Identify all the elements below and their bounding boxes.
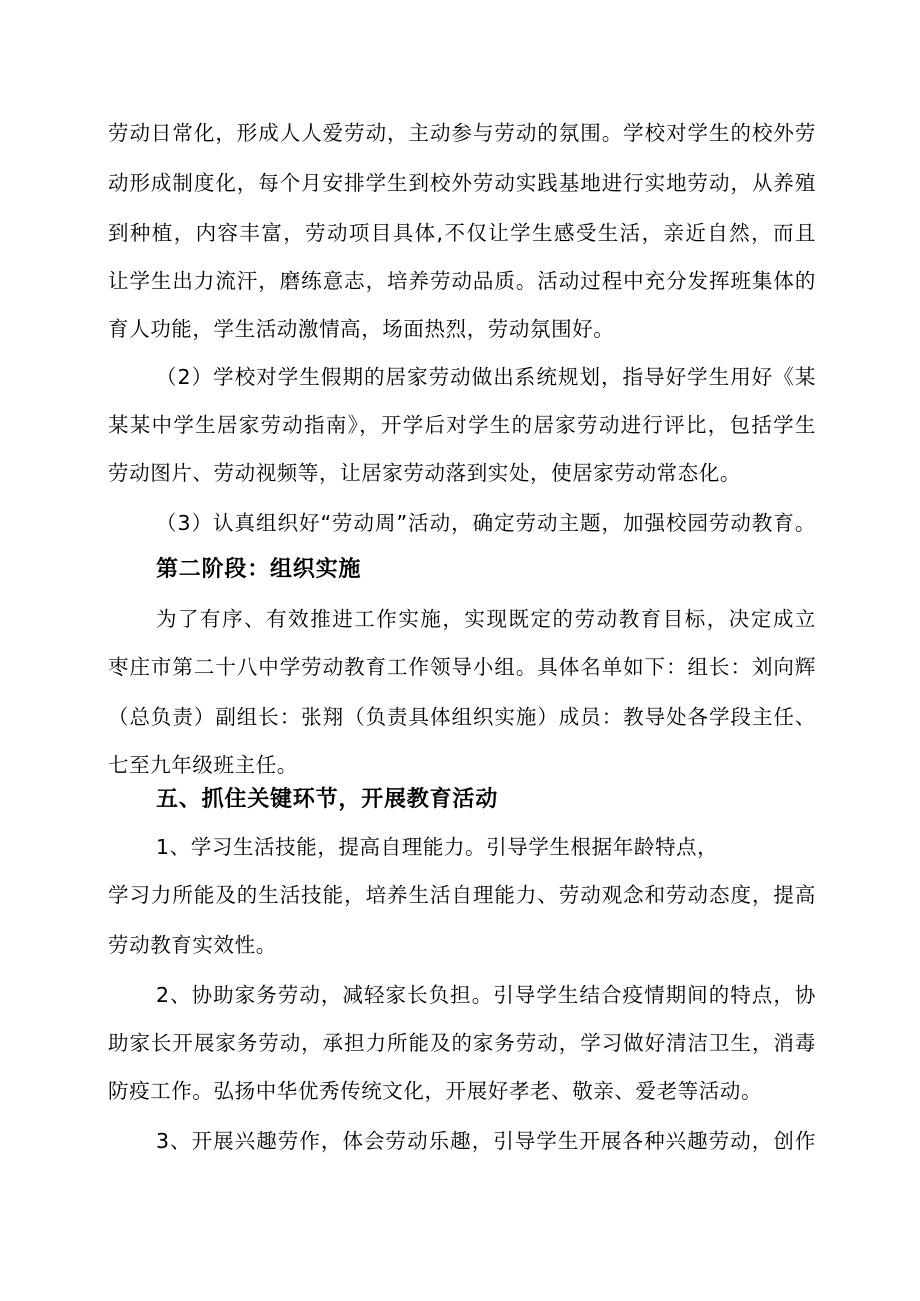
section-heading-five: 五、抓住关键环节，开展教育活动 — [156, 787, 499, 812]
text-line: 2、协助家务劳动，减轻家长负担。引导学生结合疫情期间的特点，协 — [156, 983, 816, 1007]
text-line: 1、学习生活技能，提高自理能力。引导学生根据年龄特点， — [156, 835, 719, 859]
text-line: 劳动图片、劳动视频等，让居家劳动落到实处，使居家劳动常态化。 — [108, 461, 741, 485]
text-line: （2）学校对学生假期的居家劳动做出系统规划，指导好学生用好《某 — [156, 365, 816, 389]
text-line: 某某中学生居家劳动指南》，开学后对学生的居家劳动进行评比，包括学生 — [108, 413, 816, 437]
text-line: 劳动日常化，形成人人爱劳动，主动参与劳动的氛围。学校对学生的校外劳 — [108, 121, 816, 145]
text-line: 学习力所能及的生活技能，培养生活自理能力、劳动观念和劳动态度，提高 — [108, 883, 816, 907]
section-heading-stage-2: 第二阶段：组织实施 — [156, 557, 362, 582]
text-line: 让学生出力流汗，磨练意志，培养劳动品质。活动过程中充分发挥班集体的 — [108, 269, 816, 293]
text-line: 3、开展兴趣劳作，体会劳动乐趣，引导学生开展各种兴趣劳动，创作 — [156, 1129, 816, 1153]
text-line: 枣庄市第二十八中学劳动教育工作领导小组。具体名单如下：组长：刘向辉 — [108, 655, 816, 679]
text-line: 七至九年级班主任。 — [108, 753, 298, 777]
text-line: 到种植，内容丰富，劳动项目具体,不仅让学生感受生活，亲近自然，而且 — [108, 221, 816, 245]
text-line: 动形成制度化，每个月安排学生到校外劳动实践基地进行实地劳动，从养殖 — [108, 171, 816, 195]
text-line: （总负责）副组长：张翔（负责具体组织实施）成员：教导处各学段主任、 — [108, 705, 816, 729]
text-line: 防疫工作。弘扬中华优秀传统文化，开展好孝老、敬亲、爱老等活动。 — [108, 1079, 763, 1103]
text-line: 劳动教育实效性。 — [108, 933, 277, 957]
text-line: （3）认真组织好“劳动周”活动，确定劳动主题，加强校园劳动教育。 — [156, 511, 816, 535]
text-line: 为了有序、有效推进工作实施，实现既定的劳动教育目标，决定成立 — [156, 607, 816, 631]
text-line: 育人功能，学生活动激情高，场面热烈，劳动氛围好。 — [108, 317, 615, 341]
text-line: 助家长开展家务劳动，承担力所能及的家务劳动，学习做好清洁卫生，消毒 — [108, 1031, 816, 1055]
